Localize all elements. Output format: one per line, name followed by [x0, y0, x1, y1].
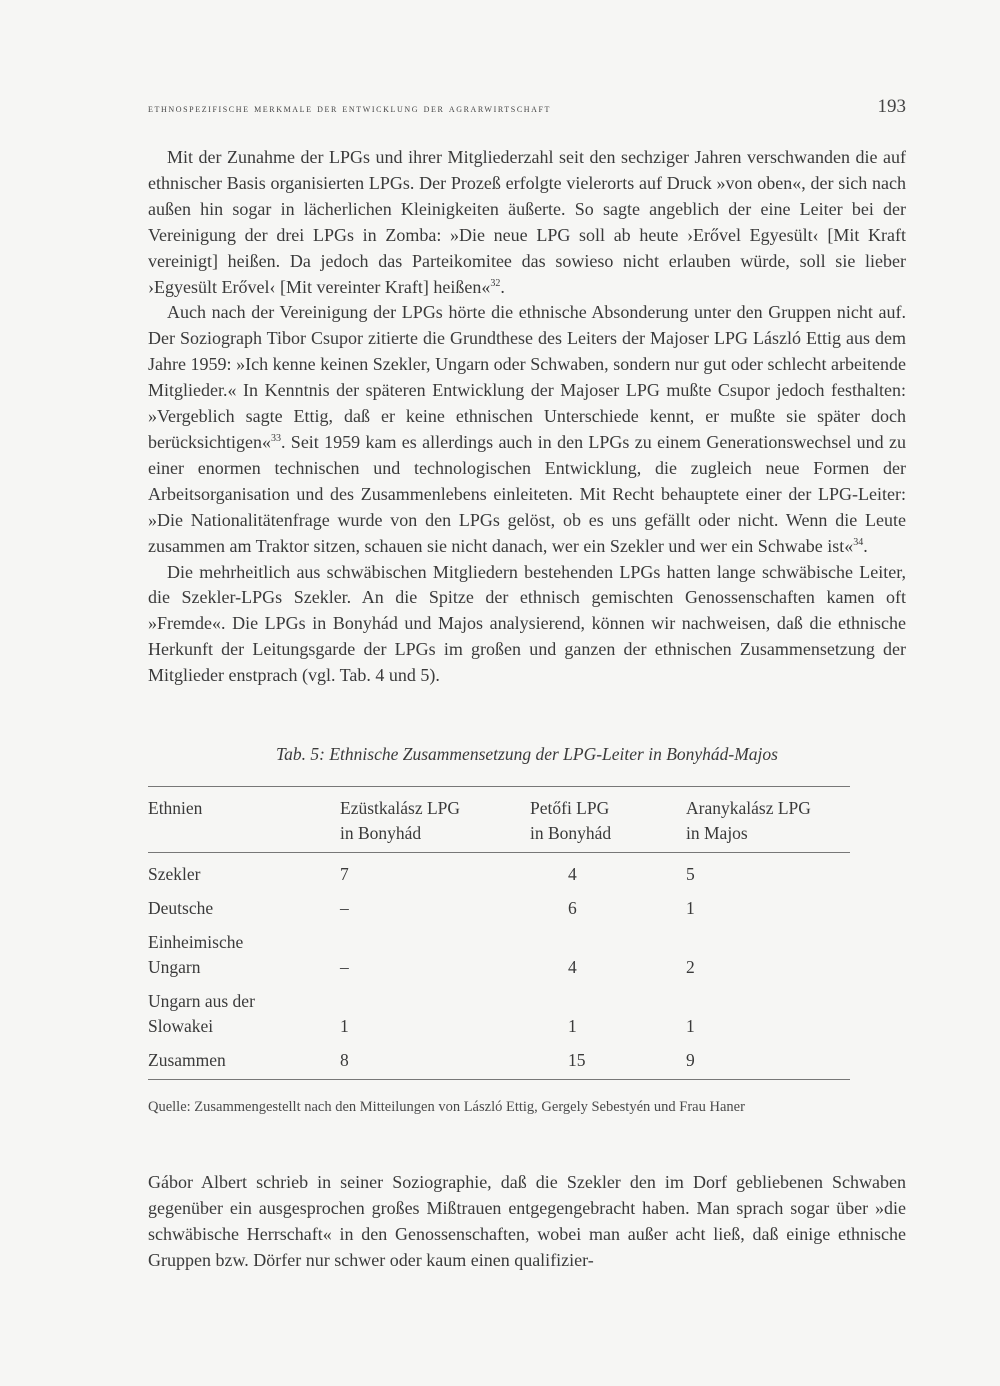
- table-caption: Tab. 5: Ethnische Zusammensetzung der LPG-Leiter in Bonyhád-Majos: [276, 744, 778, 764]
- row-label: Szekler: [148, 864, 201, 884]
- table-row: [148, 980, 850, 1039]
- paragraph-1: Mit der Zunahme der LPGs und ihrer Mitgliederzahl seit den sechziger Jahren verschwanden die auf ethnischer Basis organisierten LPGs. Der Prozeß erfolgte vielerorts auf Druck »von oben«, der sich nach außen hin sogar in lächerlichen Kleinigkeiten äußerte. So sagte angeblich der eine Leiter bei der Vereinigung der drei LPGs in Zomba: »Die neue LPG soll ab heute ›Erővel Egyesült‹ [Mit Kraft vereinigt] heißen. Da jedoch das Parteikomitee das sowieso nicht erlauben würde, soll sie lieber ›Egyesült Erővel‹ [Mit vereinter Kraft] heißen«$^{32}$.: [148, 147, 906, 297]
- cell-value: 1: [686, 1016, 695, 1036]
- paragraph-4: Gábor Albert schrieb in seiner Soziographie, daß die Szekler den im Dorf gebliebenen Schwaben gegenüber ein ausgesprochen großes Mißtrauen entgegengebracht haben. Man sprach sogar über »die schwäbische Herrschaft« in den Genossenschaften, wobei man außer acht ließ, daß einige ethnische Gruppen bzw. Dörfer nur schwer oder kaum einen qualifizier-: [148, 1172, 906, 1270]
- table-total-row: [148, 1039, 850, 1080]
- leaders-ethnicity-table: [148, 786, 850, 1080]
- paragraph-3: Die mehrheitlich aus schwäbischen Mitgliedern bestehenden LPGs hatten lange schwäbische Leiter, die Szekler-LPGs Szekler. An die Spitze der ethnisch gemischten Genossenschaften kamen oft »Fremde«. Die LPGs in Bonyhád und Majos analysierend, können wir nachweisen, daß die ethnische Herkunft der Leitungsgarde der LPGs im großen und ganzen der ethnischen Zusammensetzung der Mitglieder enstprach (vgl. Tab. 4 und 5).: [148, 561, 906, 686]
- body-text-top: [148, 145, 906, 689]
- cell-value: 5: [686, 864, 695, 884]
- table-source: Quelle: Zusammengestellt nach den Mitteilungen von László Ettig, Gergely Sebestyén und Frau Haner: [148, 1099, 745, 1115]
- table-row: [148, 853, 850, 888]
- table-row: [148, 887, 850, 921]
- cell-value: 1: [568, 1016, 577, 1036]
- row-label: Zusammen: [148, 1050, 226, 1070]
- running-title: ethnospezifische merkmale der entwicklung der agrarwirtschaft: [148, 103, 552, 115]
- cell-value: 7: [340, 864, 349, 884]
- body-text-bottom: [148, 1170, 906, 1274]
- cell-value: –: [340, 957, 349, 977]
- cell-value: 1: [340, 1016, 349, 1036]
- cell-value: 4: [568, 864, 577, 884]
- page-number: 193: [877, 96, 906, 117]
- cell-value: 1: [686, 898, 695, 918]
- cell-value: 15: [568, 1050, 586, 1070]
- running-head: [148, 96, 906, 118]
- header-aranykalasz: Aranykalász LPG in Majos: [686, 798, 811, 843]
- footnote-ref-33: 33: [270, 432, 281, 444]
- row-label: Ungarn aus der Slowakei: [148, 991, 255, 1036]
- table-header-row: [148, 787, 850, 853]
- header-ezustkalasz: Ezüstkalász LPG in Bonyhád: [340, 798, 461, 843]
- row-label: Deutsche: [148, 898, 214, 918]
- row-label: Einheimische Ungarn: [148, 932, 244, 977]
- header-ethnien: Ethnien: [148, 798, 203, 818]
- cell-value: 6: [568, 898, 577, 918]
- cell-value: 8: [340, 1050, 349, 1070]
- header-petofi: Petőfi LPG in Bonyhád: [530, 798, 612, 843]
- cell-value: 4: [568, 957, 577, 977]
- table-row: [148, 921, 850, 980]
- cell-value: 9: [686, 1050, 695, 1070]
- paragraph-2: Auch nach der Vereinigung der LPGs hörte die ethnische Absonderung unter den Gruppen nicht auf. Der Soziograph Tibor Csupor zitierte die Grundthese des Leiters der Majoser LPG László Ettig aus dem Jahre 1959: »Ich kenne keinen Szekler, Ungarn oder Schwaben, sondern nur gut oder schlecht arbeitende Mitglieder.« In Kenntnis der späteren Entwicklung der Majoser LPG mußte Csupor jedoch festhalten: »Vergeblich sagte Ettig, daß er keine ethnischen Unterschiede kennt, er mußte sie später doch berücksichtigen«$^{33}$. Seit 1959 kam es allerdings auch in den LPGs zu einem Generationswechsel und zu einer enormen technischen und technologischen Entwicklung, die zugleich neue Formen der Arbeitsorganisation und des Zusammenlebens einleiteten. Mit Recht behauptete einer der LPG-Leiter: »Die Nationalitätenfrage wurde von den LPGs gelöst, ob es uns gefällt oder nicht. Wenn die Leute zusammen am Traktor sitzen, schauen sie nicht danach, wer ein Szekler und wer ein Schwabe ist«$^{34}$.: [148, 302, 906, 556]
- cell-value: 2: [686, 957, 695, 977]
- cell-value: –: [340, 898, 349, 918]
- footnote-ref-32: 32: [490, 277, 501, 289]
- footnote-ref-34: 34: [853, 536, 864, 548]
